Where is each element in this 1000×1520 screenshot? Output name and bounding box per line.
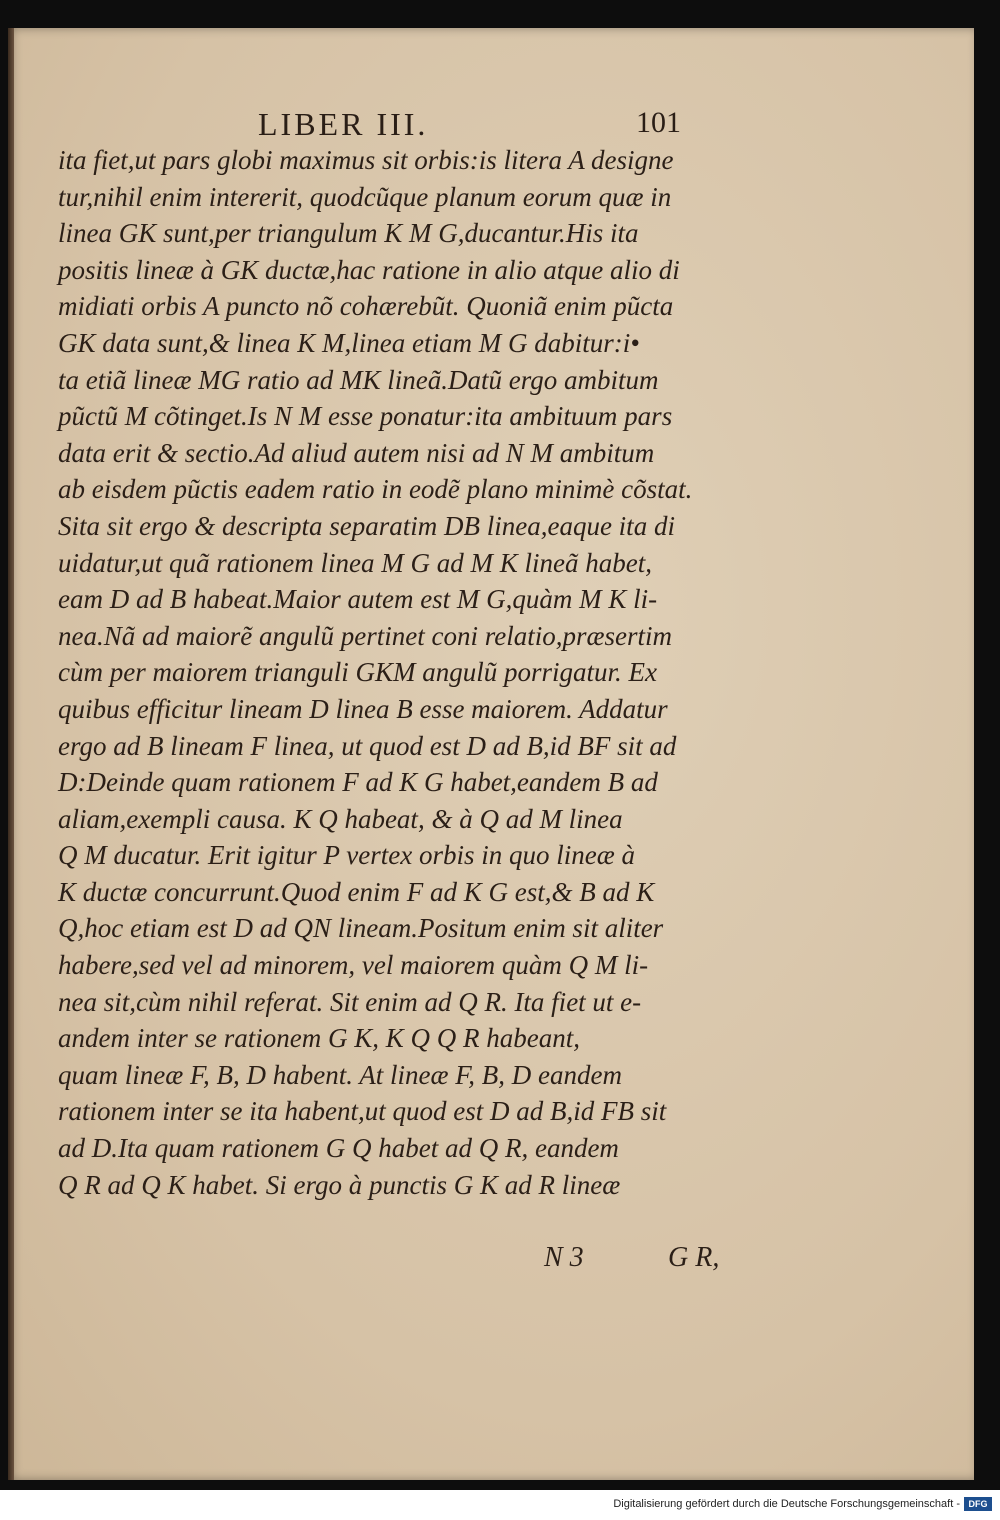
dfg-logo: DFG [964, 1497, 992, 1511]
text-line: eam D ad B habeat.Maior autem est M G,quàm M K li- [58, 584, 658, 615]
catchword: G R, [668, 1242, 720, 1273]
text-line: K ductæ concurrunt.Quod enim F ad K G est,& B ad K [58, 876, 655, 907]
text-line: ergo ad B lineam F linea, ut quod est D ad B,id BF sit ad [58, 730, 677, 761]
page-number: 101 [636, 106, 681, 139]
text-line: GK data sunt,& linea K M,linea etiam M G dabitur:i• [58, 327, 640, 358]
text-line: Q R ad Q K habet. Si ergo à punctis G K ad R lineæ [58, 1169, 621, 1200]
text-line: ta etiã lineæ MG ratio ad MK lineã.Datũ ergo ambitum [58, 364, 659, 395]
text-line: uidatur,ut quã rationem linea M G ad M K lineã habet, [58, 547, 652, 578]
signature-mark: N 3 [544, 1242, 584, 1273]
text-line: nea sit,cùm nihil referat. Sit enim ad Q R. Ita fiet ut e- [58, 986, 642, 1017]
text-line: aliam,exempli causa. K Q habeat, & à Q ad M linea [58, 803, 623, 834]
text-line: pũctũ M cõtinget.Is N M esse ponatur:ita ambituum pars [58, 401, 673, 432]
running-head [0, 106, 1000, 146]
text-line: linea GK sunt,per triangulum K M G,ducantur.His ita [58, 218, 639, 249]
body-text [58, 142, 748, 1203]
text-line: nea.Nã ad maiorẽ angulũ pertinet coni relatio,præsertim [58, 620, 672, 651]
running-head-title: LIBER III. [258, 106, 429, 142]
text-line: midiati orbis A puncto nõ cohærebũt. Quoniã enim pũcta [58, 291, 674, 322]
text-line: Q M ducatur. Erit igitur P vertex orbis in quo lineæ à [58, 840, 635, 871]
text-line: ita fiet,ut pars globi maximus sit orbis:is litera A designe [58, 145, 674, 175]
footer-credit: Digitalisierung gefördert durch die Deutsche Forschungsgemeinschaft - [613, 1498, 960, 1510]
text-line: ab eisdem pũctis eadem ratio in eodẽ plano minimè cõstat. [58, 474, 693, 505]
text-line: Sita sit ergo & descripta separatim DB linea,eaque ita di [58, 510, 675, 541]
text-line: ad D.Ita quam rationem G Q habet ad Q R, eandem [58, 1133, 619, 1164]
text-line: andem inter se rationem G K, K Q Q R habeant, [58, 1023, 580, 1054]
signature-line [0, 1242, 1000, 1282]
text-line: quam lineæ F, B, D habent. At lineæ F, B, D eandem [58, 1059, 622, 1090]
text-line: tur,nihil enim intererit, quodcũque planum eorum quæ in [58, 181, 672, 212]
text-line: habere,sed vel ad minorem, vel maiorem quàm Q M li- [58, 950, 649, 981]
text-line: data erit & sectio.Ad aliud autem nisi ad N M ambitum [58, 437, 655, 468]
text-line: Q,hoc etiam est D ad QN lineam.Positum enim sit aliter [58, 913, 664, 944]
text-line: positis lineæ à GK ductæ,hac ratione in alio atque alio di [58, 254, 680, 285]
text-line: rationem inter se ita habent,ut quod est D ad B,id FB sit [58, 1096, 667, 1127]
text-line: quibus efficitur lineam D linea B esse maiorem. Addatur [58, 693, 668, 724]
text-line: cùm per maiorem trianguli GKM angulũ porrigatur. Ex [58, 657, 657, 688]
footer-bar [0, 1490, 1000, 1520]
text-line: D:Deinde quam rationem F ad K G habet,eandem B ad [58, 767, 658, 798]
